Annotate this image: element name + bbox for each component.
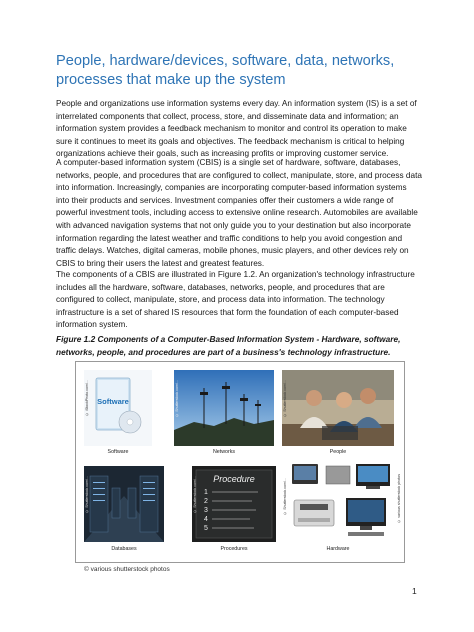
figure-caption: Figure 1.2 Components of a Computer-Based Information System - Hardware, software, networks, people, and procedures are part of a business's technology infrastructure. bbox=[56, 334, 401, 357]
software-label: Software bbox=[107, 449, 129, 455]
hardware-label: Hardware bbox=[326, 546, 350, 552]
people-label: People bbox=[329, 449, 347, 455]
networks-label: Networks bbox=[212, 449, 236, 455]
network-towers-image bbox=[174, 370, 274, 446]
page-number: 1 bbox=[412, 586, 417, 596]
paragraph-2: A computer-based information system (CBIS) is a single set of hardware, software, databases, networks, people, and procedures that are configured to collect, manipulate, store, and process data into information. Increasingly, companies are incorporating computer-based information systems into their products and services. Investment companies offer their customers a wide range of powerful investment tools, including access to extensive online research. Automobiles are available with advanced navigation systems that not only guide you to your destination but also incorporate information regarding the latest weather and traffic conditions to help you avoid congestion and traffic delays. Watches, digital cameras, mobile phones, music players, and other devices rely on CBIS to bring their users the latest and greatest features. bbox=[56, 158, 422, 268]
figure-side-credit: © various shutterstock photos bbox=[397, 474, 401, 523]
hardware-devices-image bbox=[282, 460, 394, 544]
procedure-board-image bbox=[192, 466, 276, 542]
photo-credit: © various shutterstock photos bbox=[84, 566, 170, 573]
procedure-step-5: 5 bbox=[204, 525, 208, 532]
hardware-credit: © Shutterstock.com/... bbox=[283, 478, 287, 515]
networks-credit: © Shutterstock.com/... bbox=[175, 380, 179, 417]
procedures-panel bbox=[192, 466, 276, 542]
procedure-step-4: 4 bbox=[204, 516, 208, 523]
paragraph-3: The components of a CBIS are illustrated in Figure 1.2. An organization's technology infrastructure includes all the hardware, software, databases, networks, people, and procedures that are configured to collect, manipulate, store, and process data into information. The technology infrastructure is a set of shared IS resources that form the foundation of each computer-based information system. bbox=[56, 270, 415, 330]
procedure-step-1: 1 bbox=[204, 489, 208, 496]
hardware-panel bbox=[282, 460, 394, 544]
databases-label: Databases bbox=[111, 546, 137, 552]
people-photo-image bbox=[282, 370, 394, 446]
databases-panel bbox=[84, 466, 164, 542]
procedures-label: Procedures bbox=[220, 546, 248, 552]
server-racks-image bbox=[84, 466, 164, 542]
procedures-credit: © Shutterstock.com/... bbox=[193, 476, 197, 513]
paragraph-1: People and organizations use information systems every day. An information system (IS) is a set of interrelated components that collect, process, store, and disseminate data and information; an information system provides a feedback mechanism to monitor and control its operation to make sure it continues to meet its goals and objectives. The feedback mechanism is critical to helping organizations achieve their goals, such as increasing profits or improving customer service. bbox=[56, 99, 417, 159]
databases-credit: © Shutterstock.com/... bbox=[85, 476, 89, 513]
cbis-figure bbox=[75, 361, 405, 563]
people-panel bbox=[282, 370, 394, 446]
software-box-text: Software bbox=[97, 397, 129, 406]
software-box-image bbox=[84, 370, 152, 446]
procedure-board-title: Procedure bbox=[213, 474, 255, 484]
procedure-step-3: 3 bbox=[204, 507, 208, 514]
software-panel bbox=[84, 370, 152, 446]
section-heading: People, hardware/devices, software, data, networks, processes that make up the system bbox=[56, 53, 395, 88]
people-credit: © Shutterstock.com/... bbox=[283, 380, 287, 417]
networks-panel bbox=[174, 370, 274, 446]
procedure-step-2: 2 bbox=[204, 498, 208, 505]
software-credit: © iStockPhoto.com/... bbox=[85, 380, 89, 416]
